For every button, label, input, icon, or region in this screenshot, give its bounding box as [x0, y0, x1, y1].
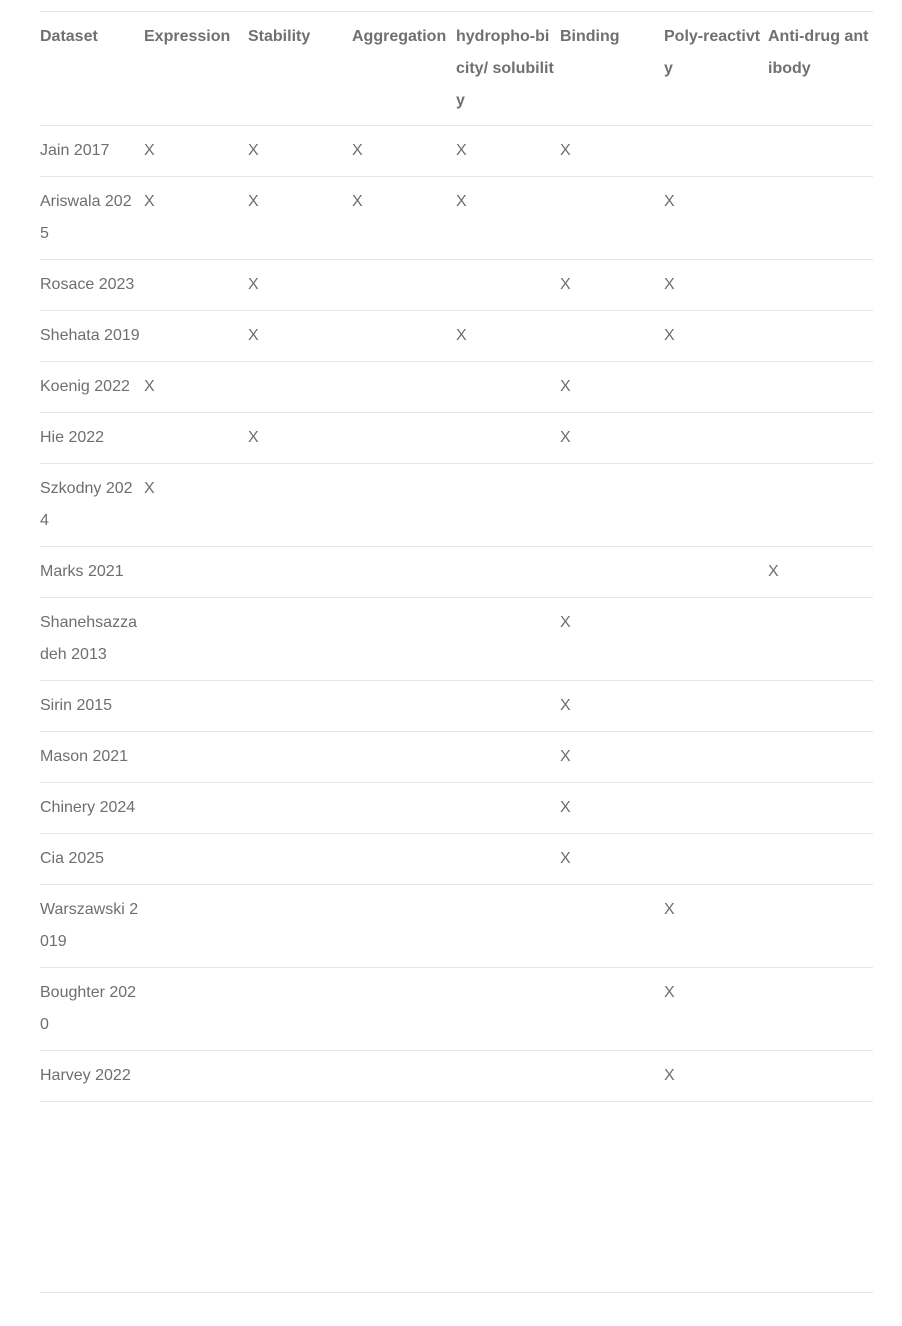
anti-drug-antibody-cell — [768, 1051, 873, 1102]
dataset-name-cell: Shanehsazzadeh 2013 — [40, 598, 144, 681]
stability-cell: X — [248, 126, 352, 177]
binding-cell — [560, 968, 664, 1051]
dataset-name-cell: Boughter 2020 — [40, 968, 144, 1051]
aggregation-cell — [352, 311, 456, 362]
aggregation-cell — [352, 1051, 456, 1102]
dataset-name-cell: Sirin 2015 — [40, 681, 144, 732]
hydrophobicity-solubility-cell: X — [456, 177, 560, 260]
hydrophobicity-solubility-cell: X — [456, 126, 560, 177]
table-row — [40, 547, 873, 598]
table-row — [40, 598, 873, 681]
table-row — [40, 260, 873, 311]
binding-cell — [560, 464, 664, 547]
stability-cell — [248, 547, 352, 598]
polyreactivity-cell — [664, 413, 768, 464]
stability-cell — [248, 681, 352, 732]
polyreactivity-cell: X — [664, 260, 768, 311]
expression-cell — [144, 968, 248, 1051]
dataset-comparison-table-container — [40, 11, 873, 1102]
binding-cell: X — [560, 598, 664, 681]
anti-drug-antibody-cell — [768, 968, 873, 1051]
dataset-name-cell: Harvey 2022 — [40, 1051, 144, 1102]
aggregation-cell — [352, 968, 456, 1051]
dataset-name-cell: Jain 2017 — [40, 126, 144, 177]
polyreactivity-cell — [664, 598, 768, 681]
header-row — [40, 12, 873, 126]
stability-cell: X — [248, 413, 352, 464]
stability-cell: X — [248, 311, 352, 362]
binding-cell — [560, 177, 664, 260]
expression-cell — [144, 311, 248, 362]
stability-cell — [248, 968, 352, 1051]
anti-drug-antibody-cell — [768, 126, 873, 177]
stability-cell: X — [248, 260, 352, 311]
binding-cell: X — [560, 681, 664, 732]
aggregation-cell — [352, 732, 456, 783]
aggregation-cell — [352, 547, 456, 598]
dataset-name-cell: Hie 2022 — [40, 413, 144, 464]
table-row — [40, 834, 873, 885]
table-header — [40, 12, 873, 126]
header-expression: Expression — [144, 12, 248, 126]
aggregation-cell — [352, 834, 456, 885]
polyreactivity-cell: X — [664, 1051, 768, 1102]
stability-cell: X — [248, 177, 352, 260]
expression-cell — [144, 413, 248, 464]
dataset-name-cell: Cia 2025 — [40, 834, 144, 885]
binding-cell: X — [560, 413, 664, 464]
anti-drug-antibody-cell — [768, 885, 873, 968]
aggregation-cell — [352, 260, 456, 311]
table-row — [40, 783, 873, 834]
dataset-name-cell: Chinery 2024 — [40, 783, 144, 834]
header-anti-drug-antibody: Anti-drug antibody — [768, 12, 873, 126]
dataset-name-cell: Shehata 2019 — [40, 311, 144, 362]
expression-cell — [144, 260, 248, 311]
aggregation-cell: X — [352, 126, 456, 177]
stability-cell — [248, 362, 352, 413]
stability-cell — [248, 783, 352, 834]
anti-drug-antibody-cell — [768, 413, 873, 464]
expression-cell — [144, 885, 248, 968]
dataset-name-cell: Koenig 2022 — [40, 362, 144, 413]
expression-cell: X — [144, 177, 248, 260]
polyreactivity-cell — [664, 834, 768, 885]
dataset-name-cell: Ariswala 2025 — [40, 177, 144, 260]
hydrophobicity-solubility-cell — [456, 885, 560, 968]
hydrophobicity-solubility-cell — [456, 547, 560, 598]
dataset-name-cell: Marks 2021 — [40, 547, 144, 598]
anti-drug-antibody-cell — [768, 681, 873, 732]
aggregation-cell — [352, 885, 456, 968]
polyreactivity-cell: X — [664, 311, 768, 362]
anti-drug-antibody-cell — [768, 362, 873, 413]
table-row — [40, 464, 873, 547]
hydrophobicity-solubility-cell — [456, 783, 560, 834]
anti-drug-antibody-cell — [768, 260, 873, 311]
aggregation-cell — [352, 413, 456, 464]
anti-drug-antibody-cell — [768, 177, 873, 260]
expression-cell — [144, 834, 248, 885]
binding-cell — [560, 547, 664, 598]
expression-cell — [144, 783, 248, 834]
expression-cell: X — [144, 464, 248, 547]
hydrophobicity-solubility-cell — [456, 413, 560, 464]
polyreactivity-cell — [664, 732, 768, 783]
stability-cell — [248, 885, 352, 968]
header-dataset: Dataset — [40, 12, 144, 126]
hydrophobicity-solubility-cell — [456, 968, 560, 1051]
polyreactivity-cell: X — [664, 885, 768, 968]
polyreactivity-cell — [664, 547, 768, 598]
expression-cell: X — [144, 362, 248, 413]
bottom-divider — [40, 1292, 873, 1293]
dataset-comparison-table — [40, 11, 873, 1102]
aggregation-cell — [352, 681, 456, 732]
hydrophobicity-solubility-cell — [456, 732, 560, 783]
anti-drug-antibody-cell — [768, 464, 873, 547]
table-body — [40, 126, 873, 1102]
binding-cell — [560, 885, 664, 968]
polyreactivity-cell — [664, 783, 768, 834]
hydrophobicity-solubility-cell: X — [456, 311, 560, 362]
hydrophobicity-solubility-cell — [456, 464, 560, 547]
header-stability: Stability — [248, 12, 352, 126]
binding-cell: X — [560, 126, 664, 177]
header-polyreactivity: Poly-reactivty — [664, 12, 768, 126]
polyreactivity-cell: X — [664, 177, 768, 260]
table-row — [40, 413, 873, 464]
polyreactivity-cell — [664, 464, 768, 547]
hydrophobicity-solubility-cell — [456, 681, 560, 732]
table-row — [40, 681, 873, 732]
stability-cell — [248, 834, 352, 885]
expression-cell — [144, 1051, 248, 1102]
table-row — [40, 126, 873, 177]
binding-cell: X — [560, 783, 664, 834]
anti-drug-antibody-cell — [768, 834, 873, 885]
aggregation-cell: X — [352, 177, 456, 260]
dataset-name-cell: Rosace 2023 — [40, 260, 144, 311]
table-row — [40, 362, 873, 413]
binding-cell: X — [560, 362, 664, 413]
header-hydrophobicity-solubility: hydropho-bicity/ solubility — [456, 12, 560, 126]
stability-cell — [248, 732, 352, 783]
polyreactivity-cell — [664, 681, 768, 732]
aggregation-cell — [352, 362, 456, 413]
header-binding: Binding — [560, 12, 664, 126]
header-aggregation: Aggregation — [352, 12, 456, 126]
expression-cell: X — [144, 126, 248, 177]
hydrophobicity-solubility-cell — [456, 260, 560, 311]
binding-cell: X — [560, 260, 664, 311]
stability-cell — [248, 464, 352, 547]
binding-cell: X — [560, 732, 664, 783]
expression-cell — [144, 681, 248, 732]
binding-cell — [560, 311, 664, 362]
table-row — [40, 968, 873, 1051]
binding-cell: X — [560, 834, 664, 885]
table-row — [40, 732, 873, 783]
dataset-name-cell: Szkodny 2024 — [40, 464, 144, 547]
aggregation-cell — [352, 598, 456, 681]
table-row — [40, 311, 873, 362]
aggregation-cell — [352, 464, 456, 547]
polyreactivity-cell: X — [664, 968, 768, 1051]
anti-drug-antibody-cell — [768, 598, 873, 681]
dataset-name-cell: Mason 2021 — [40, 732, 144, 783]
anti-drug-antibody-cell — [768, 311, 873, 362]
expression-cell — [144, 547, 248, 598]
anti-drug-antibody-cell — [768, 783, 873, 834]
anti-drug-antibody-cell: X — [768, 547, 873, 598]
table-row — [40, 1051, 873, 1102]
binding-cell — [560, 1051, 664, 1102]
polyreactivity-cell — [664, 126, 768, 177]
stability-cell — [248, 598, 352, 681]
hydrophobicity-solubility-cell — [456, 834, 560, 885]
expression-cell — [144, 598, 248, 681]
hydrophobicity-solubility-cell — [456, 362, 560, 413]
hydrophobicity-solubility-cell — [456, 598, 560, 681]
polyreactivity-cell — [664, 362, 768, 413]
hydrophobicity-solubility-cell — [456, 1051, 560, 1102]
table-row — [40, 177, 873, 260]
aggregation-cell — [352, 783, 456, 834]
dataset-name-cell: Warszawski 2019 — [40, 885, 144, 968]
expression-cell — [144, 732, 248, 783]
stability-cell — [248, 1051, 352, 1102]
anti-drug-antibody-cell — [768, 732, 873, 783]
table-row — [40, 885, 873, 968]
